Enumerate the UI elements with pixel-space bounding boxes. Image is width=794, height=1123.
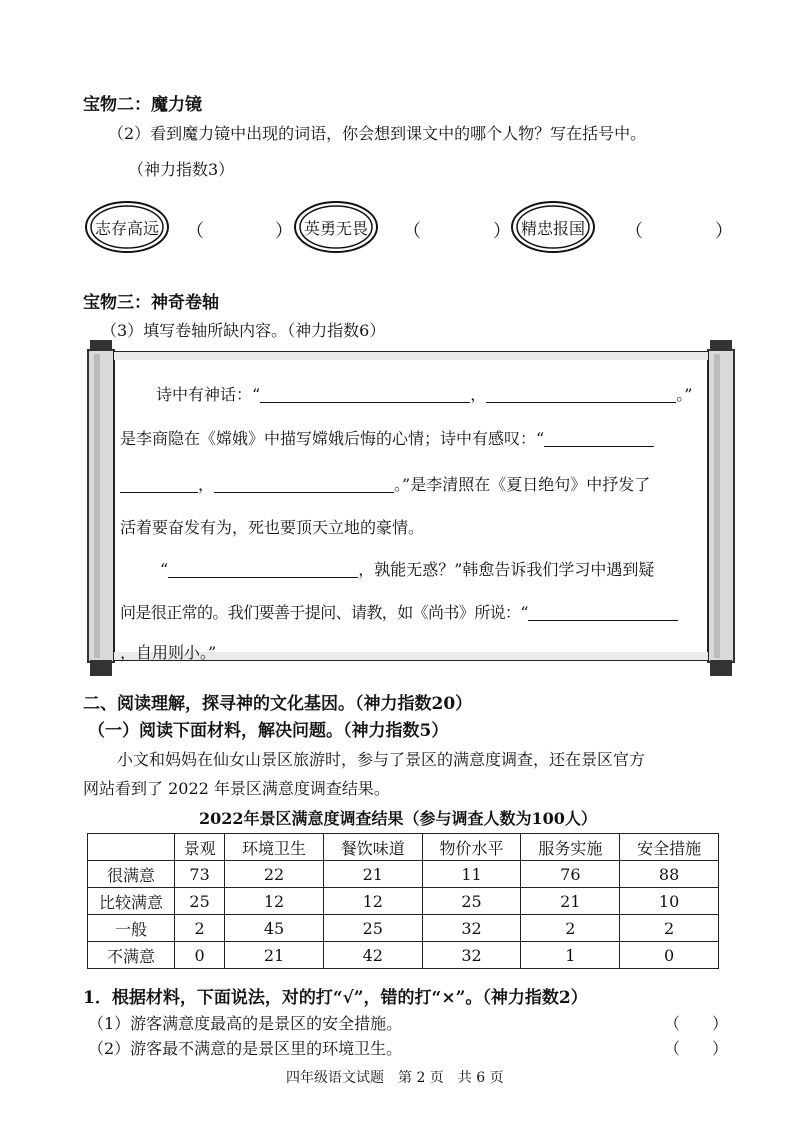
table-row: [88, 861, 719, 888]
table-cell: 76: [521, 861, 620, 888]
scroll-line-3: [120, 472, 650, 495]
row-label: 很满意: [88, 861, 175, 888]
treasure2-title: 宝物二：魔力镜: [83, 95, 202, 115]
scroll-text: 。”: [676, 385, 693, 404]
scroll-text: ，: [470, 385, 487, 404]
table-cell: 73: [175, 861, 225, 888]
question-1-title: 1．根据材料，下面说法，对的打“√”，错的打“×”。（神力指数2）: [83, 988, 588, 1008]
question-2: （2）看到魔力镜中出现的词语，你会想到课文中的哪个人物？写在括号中。: [108, 124, 647, 143]
mirror-tag-1: [84, 200, 170, 254]
mirror-tag-label: 英勇无畏: [303, 219, 368, 238]
table-caption: 2022年景区满意度调查结果（参与调查人数为100人）: [199, 809, 597, 828]
statement-2: （2）游客最不满意的是景区里的环境卫生。: [88, 1039, 403, 1058]
table-cell: 2: [175, 915, 225, 942]
table-header-row: [88, 834, 719, 861]
table-cell: 42: [323, 942, 422, 969]
table-cell: 12: [323, 888, 422, 915]
table-cell: 25: [422, 888, 521, 915]
table-header-cell: 景观: [175, 834, 225, 861]
scroll-line-1: [156, 382, 692, 405]
table-cell: 25: [323, 915, 422, 942]
answer-bracket-close: ）: [275, 221, 293, 242]
scroll-line-6: [120, 600, 678, 623]
table-header-cell: 环境卫生: [225, 834, 324, 861]
table-cell: 2: [521, 915, 620, 942]
row-label: 比较满意: [88, 888, 175, 915]
material-paragraph-2: 网站看到了 2022 年景区满意度调查结果。: [83, 779, 390, 798]
satisfaction-table: [87, 833, 719, 969]
blank-field[interactable]: [214, 476, 394, 493]
answer-bracket[interactable]: （ ）: [664, 1039, 729, 1058]
blank-field[interactable]: [528, 604, 678, 621]
table-cell: 32: [422, 942, 521, 969]
scroll-line-5: [160, 557, 654, 580]
table-cell: 0: [620, 942, 719, 969]
row-label: 一般: [88, 915, 175, 942]
scroll-text: “: [160, 560, 169, 579]
answer-bracket-open[interactable]: （: [625, 221, 643, 242]
scroll-text: 。”是李清照在《夏日绝句》中抒发了: [394, 475, 651, 494]
blank-field[interactable]: [544, 430, 654, 447]
table-cell: 21: [323, 861, 422, 888]
scroll-line-2: [120, 426, 654, 449]
answer-bracket[interactable]: （ ）: [664, 1014, 729, 1033]
mirror-tag-label: 精忠报国: [520, 219, 585, 238]
table-cell: 22: [225, 861, 324, 888]
table-cell: 12: [225, 888, 324, 915]
blank-field[interactable]: [168, 561, 358, 578]
table-cell: 1: [521, 942, 620, 969]
table-header-cell: 餐饮味道: [323, 834, 422, 861]
answer-bracket-close: ）: [715, 221, 733, 242]
treasure3-title: 宝物三：神奇卷轴: [83, 293, 219, 313]
table-header-cell: 服务实施: [521, 834, 620, 861]
table-cell: 45: [225, 915, 324, 942]
table-row: [88, 915, 719, 942]
scroll-line-7: ，自用则小。”: [120, 643, 217, 662]
table-header-cell: 安全措施: [620, 834, 719, 861]
mirror-tag-2: [293, 200, 379, 254]
table-cell: 32: [422, 915, 521, 942]
blank-field[interactable]: [486, 386, 676, 403]
table-row: [88, 888, 719, 915]
scroll-text: 问是很正常的。我们要善于提问、请教，如《尚书》所说：“: [120, 603, 528, 622]
question-2-index: （神力指数3）: [128, 160, 235, 179]
answer-bracket-open[interactable]: （: [403, 221, 421, 242]
section-2-subtitle: （一）阅读下面材料，解决问题。（神力指数5）: [88, 721, 449, 741]
table-cell: 88: [620, 861, 719, 888]
table-cell: 10: [620, 888, 719, 915]
table-cell: 2: [620, 915, 719, 942]
table-cell: 11: [422, 861, 521, 888]
material-paragraph-1: 小文和妈妈在仙女山景区旅游时，参与了景区的满意度调查，还在景区官方: [117, 750, 646, 769]
scroll-text: 是李商隐在《嫦娥》中描写嫦娥后悔的心情；诗中有感叹：“: [120, 429, 545, 448]
mirror-tag-3: [510, 200, 596, 254]
section-2-title: 二、阅读理解，探寻神的文化基因。（神力指数20）: [83, 694, 473, 714]
mirror-tag-label: 志存高远: [94, 219, 159, 238]
table-cell: 0: [175, 942, 225, 969]
table-row: [88, 942, 719, 969]
scroll-text: 诗中有神话：“: [156, 385, 261, 404]
question-3: （3）填写卷轴所缺内容。（神力指数6）: [101, 321, 386, 340]
row-label: 不满意: [88, 942, 175, 969]
page-footer: 四年级语文试题 第 2 页 共 6 页: [286, 1070, 504, 1086]
scroll-text: ，: [198, 475, 215, 494]
answer-bracket-close: ）: [493, 221, 511, 242]
blank-field[interactable]: [120, 476, 198, 493]
table-cell: 21: [521, 888, 620, 915]
table-header-cell: 物价水平: [422, 834, 521, 861]
table-cell: 21: [225, 942, 324, 969]
blank-field[interactable]: [260, 386, 470, 403]
answer-bracket-open[interactable]: （: [186, 221, 204, 242]
scroll-text: ，孰能无惑？”韩愈告诉我们学习中遇到疑: [358, 560, 655, 579]
scroll-line-4: 活着要奋发有为，死也要顶天立地的豪情。: [120, 518, 425, 537]
table-header-cell: [88, 834, 175, 861]
statement-1: （1）游客满意度最高的是景区的安全措施。: [88, 1014, 403, 1033]
table-cell: 25: [175, 888, 225, 915]
